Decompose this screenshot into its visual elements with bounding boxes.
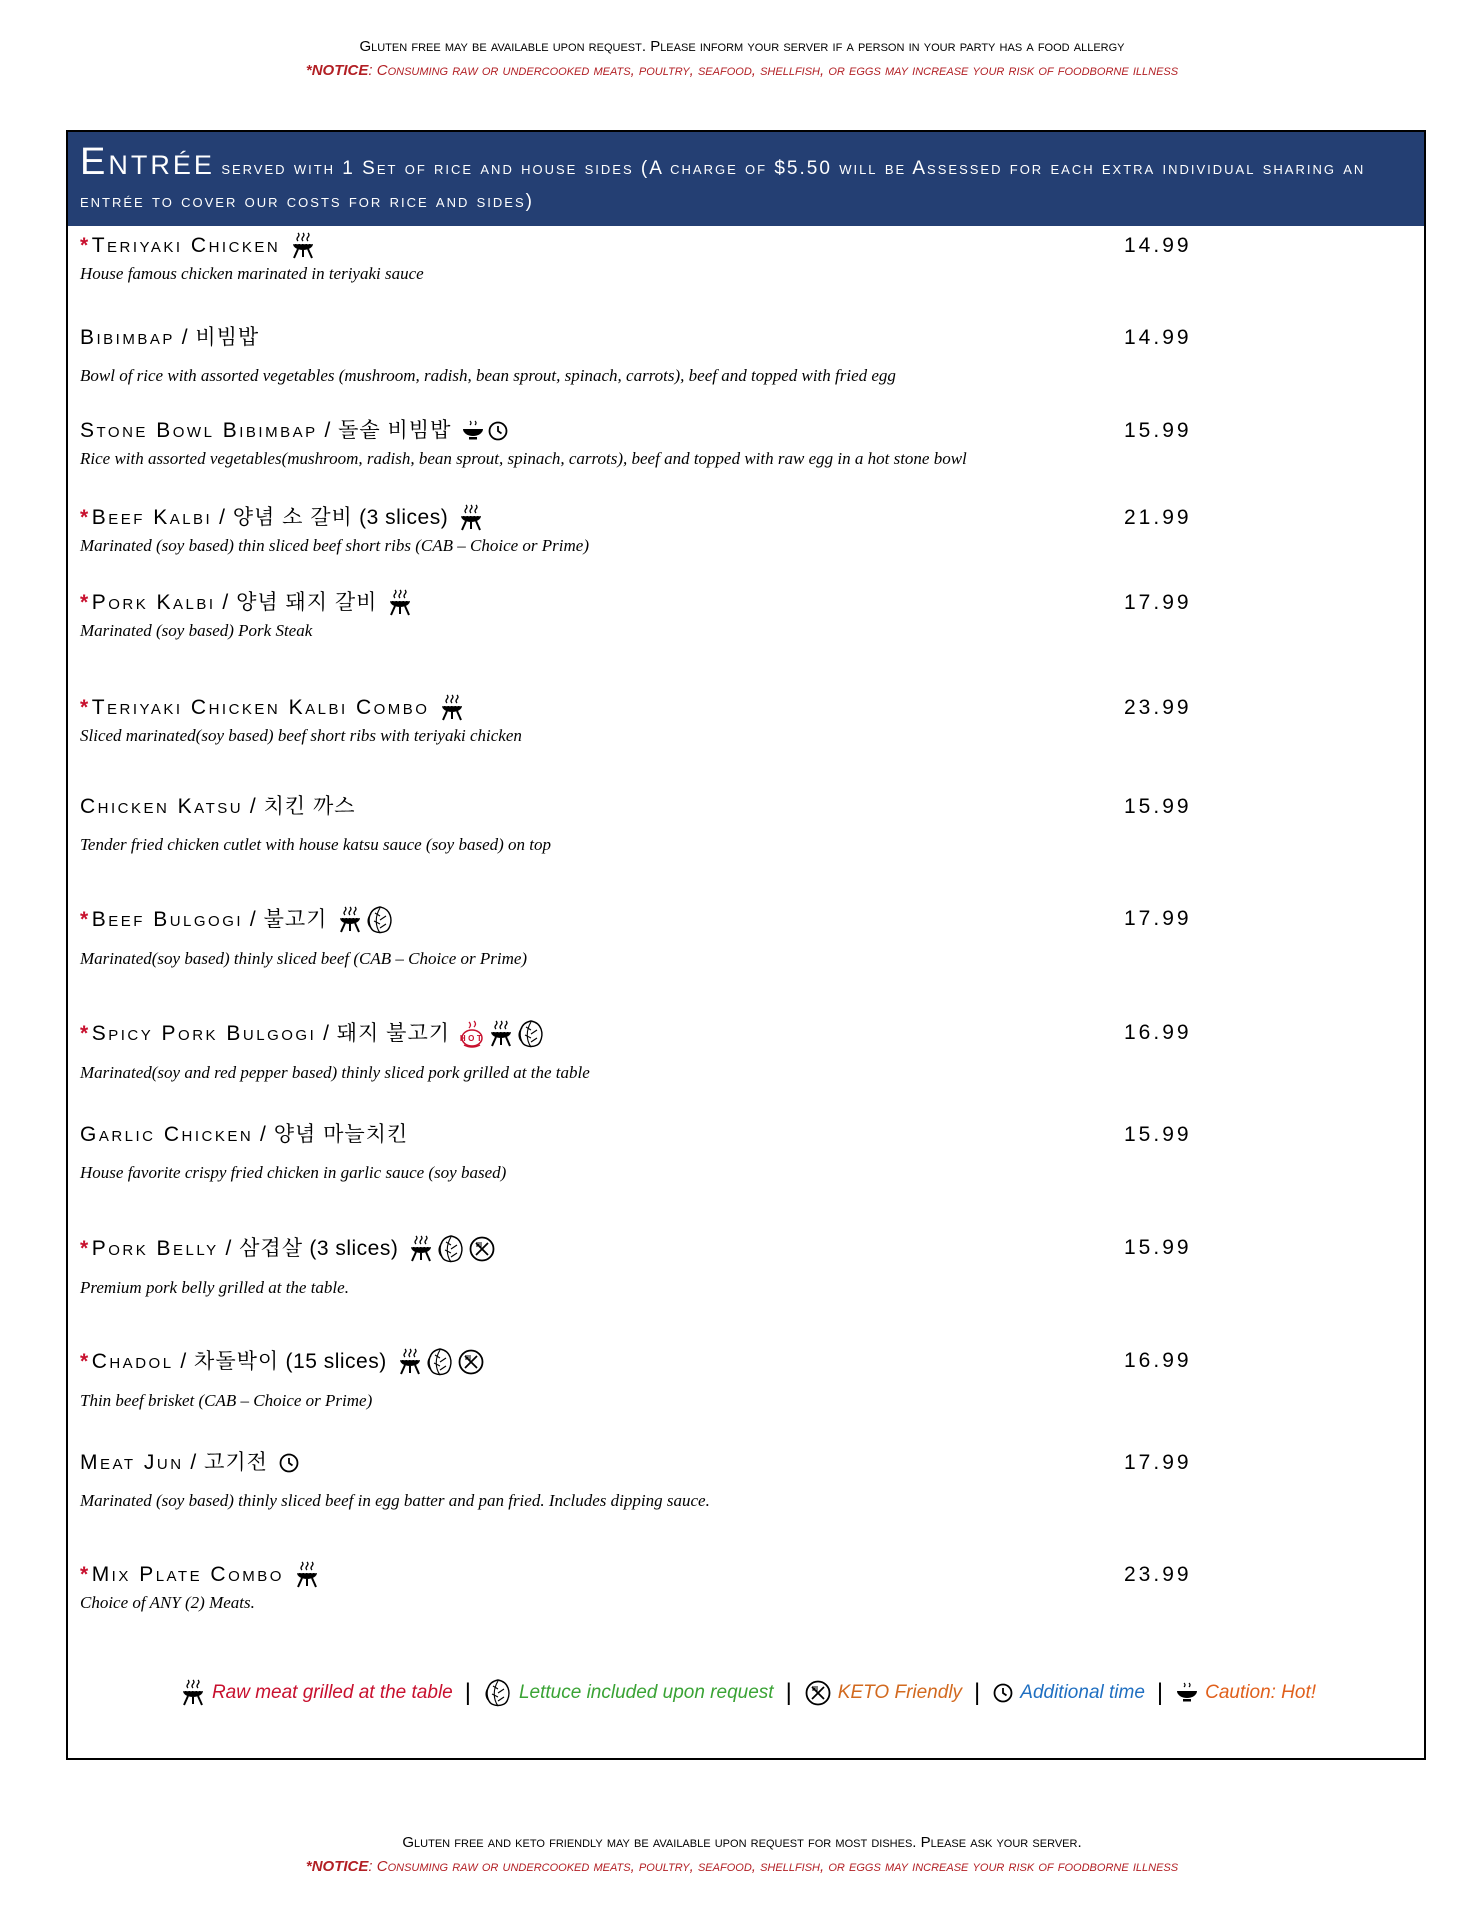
item-price: 14.99 [1124,234,1192,257]
item-name-row [80,503,1410,533]
grill-icon [294,1560,320,1590]
lettuce-icon [425,1346,455,1378]
entree-description: served with 1 Set of rice and house sides (A charge of $5.50 will be Assessed for each extra individual sharing an entrée to cover our costs for rice and sides) [80,158,1366,212]
raw-warning-star: * [80,696,91,719]
menu-item [80,1448,1410,1512]
item-price: 17.99 [1124,1451,1192,1474]
item-korean-name: / 돼지 불고기 [316,1022,451,1045]
item-korean-name: / 돌솥 비빔밥 [317,419,452,442]
menu-item [80,792,1410,856]
item-korean-name: / 불고기 [243,908,328,931]
entree-menu [66,130,1426,1760]
item-icons [460,1018,546,1050]
gluten-keto-note: Gluten free and keto friendly may be available upon request for most dishes. Please ask your server. [402,1834,1082,1851]
top-note [0,36,1484,84]
legend-separator: | [1156,1679,1164,1706]
item-name: Mix Plate Combo [91,1563,284,1586]
legend-separator: | [785,1679,792,1706]
keto-icon [468,1234,496,1264]
menu-item [80,231,1410,285]
legend-label: Caution: Hot! [1205,1681,1317,1703]
legend-entry [804,1679,962,1707]
item-name: Beef Kalbi [91,506,213,529]
foodborne-notice-bottom [0,1854,1484,1880]
item-icons [387,588,413,618]
item-description: Rice with assorted vegetables(mushroom, radish, bean sprout, spinach, carrots), beef and topped with raw egg in a hot stone bowl [80,449,967,468]
item-description: Marinated (soy based) thin sliced beef short ribs (CAB – Choice or Prime) [80,536,589,555]
item-description: Choice of ANY (2) Meats. [80,1593,255,1612]
grill-icon [397,1347,423,1377]
item-name-row [80,1346,1410,1378]
item-name: Chadol [91,1350,174,1373]
grill-icon [180,1679,206,1707]
item-price: 17.99 [1124,907,1192,930]
item-icons [337,904,395,936]
item-price: 16.99 [1124,1349,1192,1372]
entree-title: Entrée [80,141,215,183]
item-name: Garlic Chicken [80,1123,254,1146]
item-korean-name: / 양념 소 갈비 [212,506,353,529]
notice-label-bottom: *NOTICE [305,1858,369,1875]
item-icons [397,1346,485,1378]
menu-item [80,693,1410,747]
raw-warning-star: * [80,1350,91,1373]
notice-text-bottom: : Consuming raw or undercooked meats, poultry, seafood, shellfish, or eggs may increase your risk of foodborne illness [368,1858,1179,1875]
item-description: Marinated(soy and red pepper based) thinly sliced pork grilled at the table [80,1063,590,1082]
menu-item [80,1346,1410,1412]
foodborne-notice [0,58,1484,84]
hot-pepper-icon [460,1019,486,1049]
item-name-row [80,1018,1410,1050]
menu-item [80,323,1410,387]
item-name: Teriyaki Chicken [91,234,281,257]
lettuce-icon [436,1233,466,1265]
raw-warning-star: * [80,1563,91,1586]
item-description: Marinated (soy based) Pork Steak [80,621,313,640]
item-korean-name: / 양념 돼지 갈비 [215,591,378,614]
item-korean-name: / 비빔밥 [174,326,260,349]
icon-legend [68,1677,1428,1709]
item-name: Chicken Katsu [80,795,244,818]
item-slice-count: (3 slices) [352,506,449,529]
legend-separator: | [974,1679,981,1706]
raw-warning-star: * [80,1022,91,1045]
menu-item [80,588,1410,642]
item-description: Tender fried chicken cutlet with house katsu sauce (soy based) on top [80,835,552,854]
item-icons [294,1560,320,1590]
item-price: 23.99 [1124,1563,1192,1586]
item-icons [408,1233,496,1265]
item-name-row [80,588,1410,618]
hot-bowl-icon [461,416,485,446]
item-price: 15.99 [1124,1123,1192,1146]
item-price: 17.99 [1124,591,1192,614]
allergy-note: Gluten free may be available upon request. Please inform your server if a person in your party has a food allergy [359,38,1125,55]
item-slice-count: (15 slices) [279,1350,387,1373]
svg-text:HOT: HOT [460,1034,485,1044]
lettuce-icon [365,904,395,936]
menu-item [80,1120,1410,1184]
item-name-row [80,231,1410,261]
lettuce-icon [483,1677,513,1709]
menu-item [80,1560,1410,1614]
item-korean-name: / 양념 마늘치킨 [253,1123,409,1146]
grill-icon [290,231,316,261]
keto-icon [804,1679,832,1707]
item-name: Pork Belly [91,1237,219,1260]
item-name-row [80,792,1410,822]
legend-label: Raw meat grilled at the table [211,1682,453,1703]
legend-separator: | [464,1679,471,1706]
item-name: Teriyaki Chicken Kalbi Combo [91,696,430,719]
item-icons [458,503,484,533]
raw-warning-star: * [80,234,91,257]
item-name-row [80,1448,1410,1478]
item-price: 21.99 [1124,506,1192,529]
item-name-row [80,693,1410,723]
item-name-row [80,1233,1410,1265]
raw-warning-star: * [80,506,91,529]
legend-label: Lettuce included upon request [518,1682,774,1703]
clock-icon [487,416,509,446]
item-description: Sliced marinated(soy based) beef short ribs with teriyaki chicken [80,726,522,745]
item-description: Thin beef brisket (CAB – Choice or Prime) [80,1391,373,1410]
item-name: Beef Bulgogi [91,908,244,931]
item-name: Meat Jun [80,1451,184,1474]
notice-label: *NOTICE [305,62,369,79]
item-icons [439,693,465,723]
item-description: Bowl of rice with assorted vegetables (mushroom, radish, bean sprout, spinach, carrots), beef and topped with fried egg [80,366,896,385]
menu-item [80,1233,1410,1299]
item-icons [290,231,316,261]
grill-icon [408,1234,434,1264]
item-name: Bibimbap [80,326,175,349]
item-korean-name: / 고기전 [183,1451,268,1474]
item-name: Spicy Pork Bulgogi [91,1022,317,1045]
item-name-row [80,1560,1410,1590]
hot-bowl-icon [1175,1682,1199,1704]
legend-label: KETO Friendly [837,1682,963,1703]
clock-icon [992,1682,1014,1704]
entree-header [68,132,1424,226]
item-icons [461,416,509,446]
grill-icon [458,503,484,533]
item-korean-name: / 치킨 까스 [243,795,356,818]
legend-entry [992,1682,1145,1704]
item-korean-name: / 삼겹살 [218,1237,303,1260]
item-icons [278,1448,300,1478]
keto-icon [457,1347,485,1377]
item-name: Stone Bowl Bibimbap [80,419,318,442]
grill-icon [387,588,413,618]
item-price: 23.99 [1124,696,1192,719]
item-price: 15.99 [1124,1236,1192,1259]
menu-item [80,503,1410,557]
legend-entry [1175,1682,1316,1704]
item-name-row [80,904,1410,936]
item-name-row [80,1120,1410,1150]
item-description: House favorite crispy fried chicken in garlic sauce (soy based) [80,1163,507,1182]
item-name-row [80,323,1410,353]
menu-item [80,416,1410,470]
item-name: Pork Kalbi [91,591,216,614]
notice-text: : Consuming raw or undercooked meats, poultry, seafood, shellfish, or eggs may increase your risk of foodborne illness [368,62,1179,79]
item-price: 14.99 [1124,326,1192,349]
raw-warning-star: * [80,1237,91,1260]
item-price: 15.99 [1124,419,1192,442]
grill-icon [337,905,363,935]
item-description: Marinated (soy based) thinly sliced beef in egg batter and pan fried. Includes dipping sauce. [80,1491,710,1510]
item-slice-count: (3 slices) [303,1237,399,1260]
bottom-note [0,1832,1484,1880]
legend-label: Additional time [1020,1681,1145,1703]
item-description: Premium pork belly grilled at the table. [80,1278,349,1297]
legend-entry [180,1679,453,1707]
raw-warning-star: * [80,591,91,614]
item-korean-name: / 차돌박이 [173,1350,280,1373]
legend-entry [483,1677,774,1709]
item-price: 16.99 [1124,1021,1192,1044]
item-description: House famous chicken marinated in teriyaki sauce [80,264,424,283]
menu-item [80,904,1410,970]
item-description: Marinated(soy based) thinly sliced beef (CAB – Choice or Prime) [80,949,528,968]
lettuce-icon [516,1018,546,1050]
item-name-row [80,416,1410,446]
grill-icon [488,1019,514,1049]
clock-icon [278,1448,300,1478]
raw-warning-star: * [80,908,91,931]
menu-item [80,1018,1410,1084]
item-price: 15.99 [1124,795,1192,818]
grill-icon [439,693,465,723]
